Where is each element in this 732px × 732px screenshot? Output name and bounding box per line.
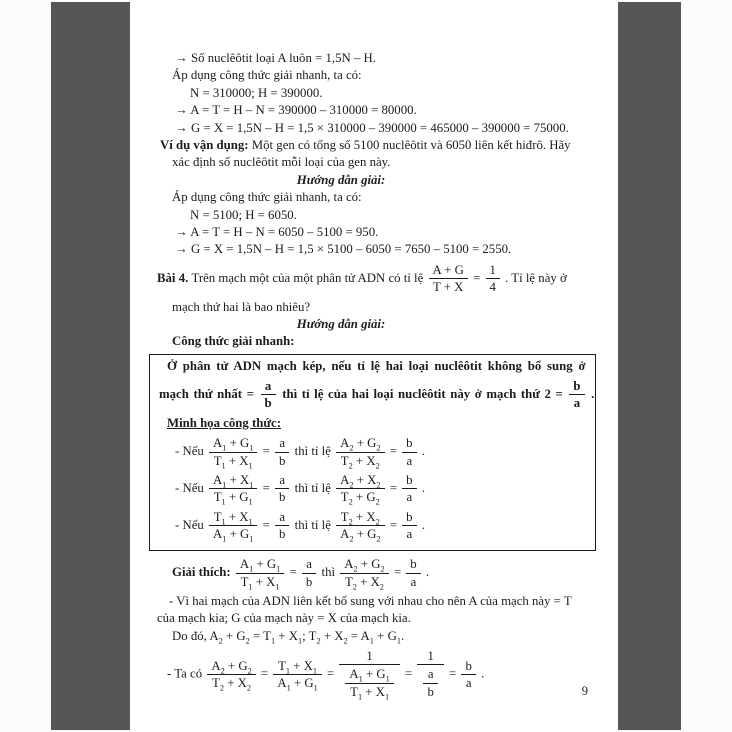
formula-line (157, 648, 600, 701)
fraction: $\frac{A_2 + G_2}{T_2 + X_2}$ (207, 659, 255, 691)
formula-line (159, 509, 587, 543)
text-run: Hướng dẫn giải: (296, 316, 386, 331)
text-run: N = 5100; H = 6050. (190, 207, 297, 222)
text-line (157, 333, 600, 350)
text-line (157, 102, 600, 119)
text-line (157, 189, 600, 206)
fraction: $\frac{a}{b}$ (275, 473, 289, 505)
text-run: = (259, 517, 274, 532)
fraction: $\frac{a}{b}$ (423, 667, 437, 699)
fraction: $\frac{a}{b}$ (302, 557, 316, 589)
formula-line (159, 378, 595, 412)
fraction: $\frac{1}{\frac{a}{b}}$ (417, 649, 443, 700)
text-run: mạch thứ nhất = (159, 386, 259, 401)
text-line (157, 85, 600, 102)
page-content (130, 0, 618, 701)
text-run: xác định số nuclêôtit mỗi loại của gen này. (172, 155, 391, 170)
text-line (157, 120, 600, 137)
text-run: = (390, 564, 405, 579)
text-run: N = 310000; H = 390000. (190, 85, 323, 100)
text-line (157, 299, 600, 316)
formula-line (159, 435, 587, 469)
fraction: $\frac{a}{b}$ (275, 510, 289, 542)
text-run: . (418, 517, 425, 532)
text-run: - Nếu (175, 517, 207, 532)
text-run: → G = X = 1,5N – H = 1,5 × 310000 – 390000 = 465000 – 390000 = 75000. (175, 120, 569, 135)
fraction: $\frac{A_2 + G_2}{T_2 + X_2}$ (340, 557, 388, 589)
text-run: Áp dụng công thức giải nhanh, ta có: (172, 190, 362, 205)
text-run: Ở phân tử ADN mạch kép, nếu tỉ lệ hai loại nuclêôtit không bổ sung ở (167, 358, 586, 373)
text-line (157, 207, 600, 224)
text-line (157, 172, 600, 189)
text-run: Bài 4. (157, 270, 192, 285)
text-line (159, 415, 587, 432)
fraction: $\frac{b}{a}$ (402, 473, 416, 505)
text-run: - Ta có (167, 666, 206, 681)
text-line (159, 358, 587, 375)
fraction: $\frac{a}{b}$ (275, 436, 289, 468)
text-line (157, 224, 600, 241)
fraction: $\frac{A_2 + G_2}{T_2 + X_2}$ (336, 436, 384, 468)
text-run: = (386, 480, 401, 495)
formula-line (159, 472, 587, 506)
fraction: $\frac{A + G}{T + X}$ (429, 263, 468, 295)
fraction: $\frac{A_1 + X_1}{T_1 + G_1}$ (209, 473, 257, 505)
text-run: Trên mạch một của một phân tử ADN có tỉ lệ (191, 270, 427, 285)
text-run: → A = T = H – N = 390000 – 310000 = 80000. (175, 103, 417, 118)
fraction: $\frac{b}{a}$ (569, 379, 584, 411)
text-line (157, 593, 600, 610)
fraction: $\frac{A_1 + G_1}{T_1 + X_1}$ (209, 436, 257, 468)
text-run: = (386, 443, 401, 458)
text-run: . (477, 666, 485, 681)
fraction: $\frac{b}{a}$ (461, 659, 475, 691)
text-run: - Nếu (175, 480, 207, 495)
text-run: = (469, 270, 484, 285)
text-run: . Tỉ lệ này ở (501, 270, 567, 285)
text-run: Công thức giải nhanh: (172, 334, 295, 349)
text-run: của mạch kia; G của mạch này = X của mạch kia. (157, 611, 411, 626)
text-run: Do đó, $A_2 + G_2 = T_1 + X_1$; $T_2 + X_2 = A_1 + G_1$. (172, 628, 405, 646)
formula-line (157, 262, 600, 296)
text-run: = (259, 443, 274, 458)
text-run: Ví dụ vận dụng: (160, 138, 252, 153)
text-run: . (418, 480, 425, 495)
text-run: = (445, 666, 460, 681)
text-run: thì tỉ lệ (291, 480, 335, 495)
fraction: $\frac{1}{\frac{A_1 + G_1}{T_1 + X_1}}$ (339, 649, 399, 700)
scan-dark-bar-right (618, 2, 681, 730)
fraction: $\frac{T_1 + X_1}{A_1 + G_1}$ (209, 510, 257, 542)
scan-dark-bar-left (51, 2, 130, 730)
text-run: Hướng dẫn giải: (296, 172, 386, 187)
text-run: . (422, 564, 430, 579)
text-run: mạch thứ hai là bao nhiêu? (172, 299, 311, 314)
quick-formula-box (149, 354, 596, 551)
text-run: Áp dụng công thức giải nhanh, ta có: (172, 68, 362, 83)
text-line (157, 628, 600, 645)
fraction: $\frac{b}{a}$ (402, 510, 416, 542)
text-run: = (286, 564, 300, 579)
fraction: $\frac{a}{b}$ (261, 379, 276, 411)
text-line (157, 137, 600, 154)
fraction: $\frac{A_1 + G_1}{T_1 + X_1}$ (345, 667, 393, 699)
text-run: Giải thích: (172, 564, 234, 579)
fraction: $\frac{b}{a}$ (402, 436, 416, 468)
fraction: $\frac{b}{a}$ (406, 557, 420, 589)
text-run: thì tỉ lệ của hai loại nuclêôtit này ở mạch thứ 2 = (277, 386, 568, 401)
text-run: = (401, 666, 416, 681)
text-run: = (257, 666, 272, 681)
text-run: Một gen có tổng số 5100 nuclêôtit và 6050 liên kết hiđrô. Hãy (251, 138, 571, 153)
fraction: $\frac{A_2 + X_2}{T_2 + G_2}$ (336, 473, 384, 505)
text-line (157, 610, 600, 627)
text-run: thì (318, 564, 339, 579)
fraction: $\frac{T_1 + X_1}{A_1 + G_1}$ (273, 659, 321, 691)
text-run: - Nếu (175, 443, 207, 458)
text-run: - Vì hai mạch của ADN liên kết bổ sung với nhau cho nên A của mạch này = T (169, 593, 572, 608)
document-page (130, 0, 618, 732)
text-run: = (386, 517, 401, 532)
text-run: → A = T = H – N = 6050 – 5100 = 950. (175, 225, 379, 240)
text-run: = (323, 666, 338, 681)
formula-line (157, 556, 600, 590)
text-line (157, 241, 600, 258)
fraction: $\frac{T_2 + X_2}{A_2 + G_2}$ (336, 510, 384, 542)
text-run: . (586, 386, 595, 401)
text-run: Minh họa công thức: (167, 415, 281, 430)
text-line (157, 67, 600, 84)
fraction: $\frac{1}{4}$ (486, 263, 500, 295)
text-run: → Số nuclêôtit loại A luôn = 1,5N – H. (175, 51, 376, 65)
text-line (157, 154, 600, 171)
text-line (157, 316, 600, 333)
page-number: 9 (581, 684, 588, 698)
text-run: → G = X = 1,5N – H = 1,5 × 5100 – 6050 = 7650 – 5100 = 2550. (175, 242, 512, 257)
text-run: . (418, 443, 425, 458)
text-run: = (259, 480, 274, 495)
text-run: thì tỉ lệ (291, 443, 335, 458)
text-run: thì tỉ lệ (291, 517, 335, 532)
fraction: $\frac{A_1 + G_1}{T_1 + X_1}$ (236, 557, 284, 589)
text-line (157, 50, 600, 67)
